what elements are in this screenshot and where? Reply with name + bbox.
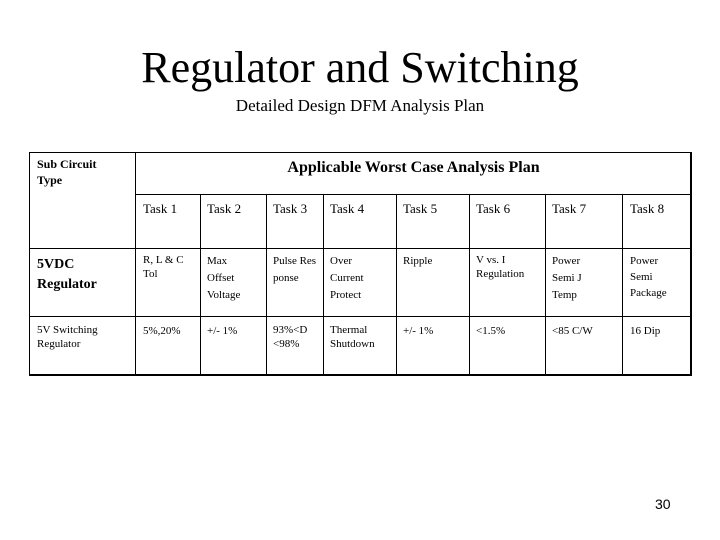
table-rule (396, 194, 397, 376)
table-cell: +/- 1% (207, 325, 238, 337)
group-header: Applicable Worst Case Analysis Plan (287, 159, 540, 176)
table-cell: <1.5% (476, 325, 506, 337)
table-cell: R, L & C Tol (143, 254, 184, 280)
task-header: Task 5 (403, 201, 438, 216)
table-cell: 16 Dip (630, 325, 661, 337)
table-rule (266, 194, 267, 376)
page-number: 30 (655, 496, 671, 512)
table-cell: Power Semi J Temp (552, 255, 582, 301)
row-label: 5VDC Regulator (37, 257, 97, 292)
task-header: Task 6 (476, 201, 511, 216)
table-cell: 93%<D <98% (273, 324, 308, 350)
table-cell: 5%,20% (143, 325, 181, 337)
table-cell: Power Semi Package (630, 255, 667, 299)
table-rule (29, 316, 691, 317)
table-cell: Ripple (403, 255, 433, 267)
table-rule (29, 248, 691, 249)
table-cell: Pulse Response (273, 255, 317, 284)
corner-header: Sub Circuit Type (37, 157, 97, 187)
table-rule (135, 152, 136, 376)
slide-subtitle: Detailed Design DFM Analysis Plan (235, 96, 485, 115)
table-cell: +/- 1% (403, 325, 434, 337)
table-rule (323, 194, 324, 376)
table-rule (545, 194, 546, 376)
table-rule (469, 194, 470, 376)
task-header: Task 1 (143, 201, 178, 216)
task-header: Task 8 (630, 201, 665, 216)
table-cell: Thermal Shutdown (330, 324, 375, 350)
table-cell: Over Current Protect (330, 255, 364, 301)
table-rule (200, 194, 201, 376)
task-header: Task 7 (552, 201, 587, 216)
slide-title: Regulator and Switching (141, 43, 579, 92)
table-cell: V vs. I Regulation (476, 254, 525, 280)
task-header: Task 2 (207, 201, 242, 216)
table-cell: Max Offset Voltage (207, 255, 241, 301)
table-rule (622, 194, 623, 376)
table-cell: <85 C/W (552, 325, 593, 337)
row-label: 5V Switching Regulator (37, 324, 98, 350)
task-header: Task 4 (330, 201, 365, 216)
table-rule (136, 194, 691, 195)
task-header: Task 3 (273, 201, 308, 216)
